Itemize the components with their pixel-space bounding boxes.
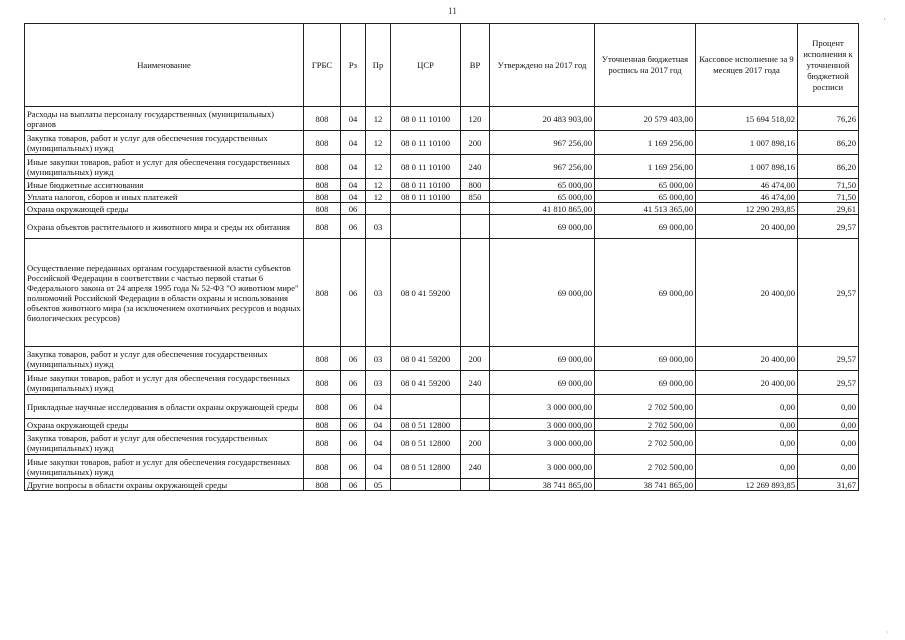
row-rz: 06 (341, 203, 366, 215)
row-rz: 04 (341, 191, 366, 203)
row-cash: 20 400,00 (696, 215, 798, 239)
row-vr (461, 419, 490, 431)
col-header-cash: Кассовое исполнение за 9 месяцев 2017 года (696, 24, 798, 107)
row-pr (366, 203, 391, 215)
row-csr: 08 0 11 10100 (391, 131, 461, 155)
row-approved: 65 000,00 (490, 179, 595, 191)
row-name: Закупка товаров, работ и услуг для обеспечения государственных (муниципальных) нужд (25, 431, 304, 455)
row-vr (461, 239, 490, 347)
row-grbs: 808 (304, 395, 341, 419)
row-pr: 04 (366, 455, 391, 479)
row-grbs: 808 (304, 215, 341, 239)
row-percent: 29,61 (798, 203, 859, 215)
row-cash: 46 474,00 (696, 191, 798, 203)
row-vr: 240 (461, 371, 490, 395)
row-cash: 20 400,00 (696, 239, 798, 347)
row-percent: 0,00 (798, 395, 859, 419)
row-rz: 04 (341, 107, 366, 131)
row-name: Охрана окружающей среды (25, 203, 304, 215)
row-pr: 12 (366, 191, 391, 203)
row-pr: 12 (366, 107, 391, 131)
row-csr: 08 0 51 12800 (391, 419, 461, 431)
row-name: Иные закупки товаров, работ и услуг для обеспечения государственных (муниципальных) нужд (25, 371, 304, 395)
row-csr: 08 0 41 59200 (391, 371, 461, 395)
row-name: Расходы на выплаты персоналу государственных (муниципальных) органов (25, 107, 304, 131)
row-approved: 69 000,00 (490, 215, 595, 239)
row-pr: 03 (366, 215, 391, 239)
row-name: Осуществление переданных органам государственной власти субъектов Российской Федерации в соответствии с частью первой статьи 6 Федерального закона от 24 апреля 1995 года № 52-ФЗ "О животном мире" полномочий Российской Федерации в области охраны и использования объектов животного мира (за исключением охотничьих ресурсов и водных биологических ресурсов) (25, 239, 304, 347)
row-cash: 0,00 (696, 431, 798, 455)
row-approved: 3 000 000,00 (490, 419, 595, 431)
page-number: 11 (448, 6, 457, 16)
row-refined: 38 741 865,00 (595, 479, 696, 491)
row-percent: 31,67 (798, 479, 859, 491)
row-pr: 03 (366, 347, 391, 371)
row-vr: 200 (461, 131, 490, 155)
row-cash: 20 400,00 (696, 347, 798, 371)
row-cash: 20 400,00 (696, 371, 798, 395)
row-name: Охрана объектов растительного и животного мира и среды их обитания (25, 215, 304, 239)
table-row (25, 215, 859, 239)
row-name: Закупка товаров, работ и услуг для обеспечения государственных (муниципальных) нужд (25, 131, 304, 155)
table-row (25, 371, 859, 395)
row-grbs: 808 (304, 191, 341, 203)
row-percent: 0,00 (798, 455, 859, 479)
row-vr: 240 (461, 155, 490, 179)
col-header-approved: Утверждено на 2017 год (490, 24, 595, 107)
row-rz: 06 (341, 215, 366, 239)
row-grbs: 808 (304, 239, 341, 347)
row-cash: 0,00 (696, 419, 798, 431)
row-cash: 12 290 293,85 (696, 203, 798, 215)
row-rz: 04 (341, 155, 366, 179)
row-approved: 20 483 903,00 (490, 107, 595, 131)
row-csr (391, 203, 461, 215)
row-percent: 0,00 (798, 419, 859, 431)
row-percent: 86,20 (798, 131, 859, 155)
row-refined: 2 702 500,00 (595, 395, 696, 419)
row-pr: 05 (366, 479, 391, 491)
table-body (25, 107, 859, 491)
table-header-row (25, 24, 859, 107)
row-approved: 967 256,00 (490, 131, 595, 155)
row-percent: 86,20 (798, 155, 859, 179)
row-vr (461, 203, 490, 215)
row-percent: 29,57 (798, 347, 859, 371)
row-cash: 12 269 893,85 (696, 479, 798, 491)
row-percent: 29,57 (798, 215, 859, 239)
row-grbs: 808 (304, 179, 341, 191)
budget-table (24, 23, 859, 491)
row-rz: 06 (341, 239, 366, 347)
table-row (25, 239, 859, 347)
col-header-grbs: ГРБС (304, 24, 341, 107)
row-name: Уплата налогов, сборов и иных платежей (25, 191, 304, 203)
row-approved: 69 000,00 (490, 239, 595, 347)
row-pr: 03 (366, 371, 391, 395)
row-name: Охрана окружающей среды (25, 419, 304, 431)
row-name: Закупка товаров, работ и услуг для обеспечения государственных (муниципальных) нужд (25, 347, 304, 371)
row-grbs: 808 (304, 371, 341, 395)
row-refined: 65 000,00 (595, 179, 696, 191)
row-grbs: 808 (304, 455, 341, 479)
row-refined: 2 702 500,00 (595, 455, 696, 479)
row-refined: 69 000,00 (595, 215, 696, 239)
row-grbs: 808 (304, 419, 341, 431)
row-refined: 69 000,00 (595, 347, 696, 371)
row-vr (461, 479, 490, 491)
row-rz: 06 (341, 455, 366, 479)
row-grbs: 808 (304, 107, 341, 131)
table-row (25, 419, 859, 431)
table-row (25, 431, 859, 455)
row-approved: 967 256,00 (490, 155, 595, 179)
col-header-percent: Процент исполнения к уточненной бюджетной росписи (798, 24, 859, 107)
row-pr: 04 (366, 431, 391, 455)
row-grbs: 808 (304, 155, 341, 179)
row-csr: 08 0 11 10100 (391, 107, 461, 131)
row-refined: 2 702 500,00 (595, 431, 696, 455)
row-rz: 04 (341, 179, 366, 191)
row-pr: 04 (366, 395, 391, 419)
row-vr: 200 (461, 347, 490, 371)
row-refined: 1 169 256,00 (595, 155, 696, 179)
row-vr: 800 (461, 179, 490, 191)
row-rz: 06 (341, 431, 366, 455)
row-percent: 0,00 (798, 431, 859, 455)
row-pr: 04 (366, 419, 391, 431)
table-row (25, 191, 859, 203)
row-grbs: 808 (304, 431, 341, 455)
table-row (25, 455, 859, 479)
row-rz: 06 (341, 395, 366, 419)
row-csr: 08 0 51 12800 (391, 455, 461, 479)
table-row (25, 395, 859, 419)
row-refined: 69 000,00 (595, 239, 696, 347)
row-cash: 46 474,00 (696, 179, 798, 191)
row-vr (461, 395, 490, 419)
row-approved: 38 741 865,00 (490, 479, 595, 491)
row-csr: 08 0 11 10100 (391, 179, 461, 191)
row-pr: 12 (366, 155, 391, 179)
row-refined: 1 169 256,00 (595, 131, 696, 155)
row-cash: 0,00 (696, 455, 798, 479)
row-csr: 08 0 51 12800 (391, 431, 461, 455)
row-vr: 120 (461, 107, 490, 131)
row-percent: 29,57 (798, 371, 859, 395)
row-percent: 71,50 (798, 179, 859, 191)
row-pr: 12 (366, 131, 391, 155)
row-approved: 65 000,00 (490, 191, 595, 203)
table-row (25, 107, 859, 131)
row-cash: 15 694 518,02 (696, 107, 798, 131)
row-rz: 06 (341, 371, 366, 395)
row-vr (461, 215, 490, 239)
scan-mark-bottom: · (886, 628, 889, 637)
col-header-name: Наименование (25, 24, 304, 107)
col-header-pr: Пр (366, 24, 391, 107)
table-row (25, 155, 859, 179)
row-name: Прикладные научные исследования в области охраны окружающей среды (25, 395, 304, 419)
row-name: Другие вопросы в области охраны окружающей среды (25, 479, 304, 491)
col-header-csr: ЦСР (391, 24, 461, 107)
col-header-refined: Уточненная бюджетная роспись на 2017 год (595, 24, 696, 107)
table-row (25, 479, 859, 491)
row-refined: 20 579 403,00 (595, 107, 696, 131)
row-approved: 69 000,00 (490, 347, 595, 371)
col-header-vr: ВР (461, 24, 490, 107)
row-approved: 3 000 000,00 (490, 455, 595, 479)
row-approved: 3 000 000,00 (490, 395, 595, 419)
row-pr: 12 (366, 179, 391, 191)
row-csr (391, 215, 461, 239)
row-percent: 71,50 (798, 191, 859, 203)
row-refined: 2 702 500,00 (595, 419, 696, 431)
row-grbs: 808 (304, 131, 341, 155)
row-vr: 200 (461, 431, 490, 455)
table-row (25, 131, 859, 155)
row-grbs: 808 (304, 347, 341, 371)
row-csr (391, 479, 461, 491)
row-rz: 06 (341, 419, 366, 431)
row-csr: 08 0 41 59200 (391, 347, 461, 371)
table-row (25, 347, 859, 371)
row-name: Иные бюджетные ассигнования (25, 179, 304, 191)
row-refined: 69 000,00 (595, 371, 696, 395)
row-csr: 08 0 11 10100 (391, 191, 461, 203)
row-rz: 04 (341, 131, 366, 155)
row-pr: 03 (366, 239, 391, 347)
row-cash: 1 007 898,16 (696, 155, 798, 179)
row-approved: 41 810 865,00 (490, 203, 595, 215)
row-rz: 06 (341, 347, 366, 371)
row-percent: 29,57 (798, 239, 859, 347)
row-cash: 0,00 (696, 395, 798, 419)
row-csr: 08 0 11 10100 (391, 155, 461, 179)
table-row (25, 179, 859, 191)
row-grbs: 808 (304, 479, 341, 491)
row-refined: 65 000,00 (595, 191, 696, 203)
row-approved: 3 000 000,00 (490, 431, 595, 455)
row-csr (391, 395, 461, 419)
table-row (25, 203, 859, 215)
row-vr: 850 (461, 191, 490, 203)
row-refined: 41 513 365,00 (595, 203, 696, 215)
row-vr: 240 (461, 455, 490, 479)
row-csr: 08 0 41 59200 (391, 239, 461, 347)
row-grbs: 808 (304, 203, 341, 215)
row-name: Иные закупки товаров, работ и услуг для обеспечения государственных (муниципальных) нужд (25, 455, 304, 479)
row-name: Иные закупки товаров, работ и услуг для обеспечения государственных (муниципальных) нужд (25, 155, 304, 179)
row-rz: 06 (341, 479, 366, 491)
row-percent: 76,26 (798, 107, 859, 131)
row-cash: 1 007 898,16 (696, 131, 798, 155)
scan-mark: · (883, 14, 886, 24)
row-approved: 69 000,00 (490, 371, 595, 395)
col-header-rz: Рз (341, 24, 366, 107)
